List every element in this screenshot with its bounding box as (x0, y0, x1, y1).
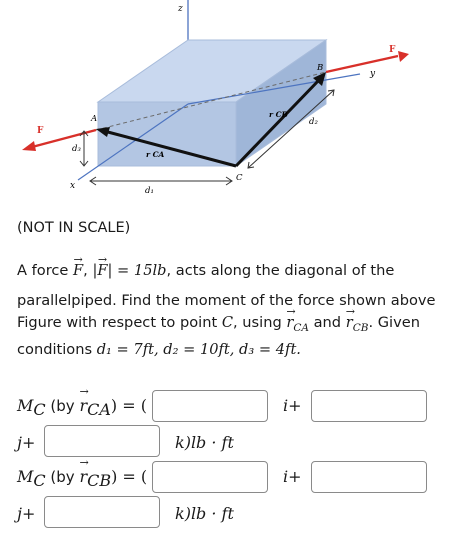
by-cb-close: ) = ( (111, 467, 148, 486)
r-ca-answer-symbol: → r (79, 396, 87, 415)
parallelepiped-figure (0, 0, 474, 200)
problem-text-2: , (83, 262, 93, 279)
mc-cb-k-input-box[interactable] (44, 496, 160, 528)
force-right-line (326, 56, 398, 72)
axis-y-label: y (370, 69, 376, 79)
mc-cb-i-input[interactable] (153, 462, 267, 492)
r-cb-answer-subscript: CB (87, 471, 112, 490)
r-ca-label: r CA (146, 150, 165, 159)
mc-ca-k-input-box[interactable] (44, 425, 160, 457)
mc-cb-unit: k)lb · ft (175, 504, 234, 523)
mc-ca-j-input-box[interactable] (311, 390, 427, 422)
mc-ca-i-input-box[interactable] (152, 390, 268, 422)
mc-ca-i-plus: i+ (283, 396, 302, 415)
force-left-label: F (37, 126, 44, 136)
problem-line-2 (17, 290, 457, 361)
mc-symbol-2: M (17, 467, 34, 486)
dim-d2-label: d₂ (309, 117, 318, 127)
r-ca-symbol: → r (286, 312, 293, 334)
axis-x-label: x (70, 181, 76, 191)
force-magnitude-symbol: → F (97, 258, 107, 284)
problem-text-1: A force (17, 262, 74, 279)
r-cb-symbol: → r (346, 312, 353, 334)
problem-statement (17, 258, 457, 361)
r-ca-subscript: CA (293, 321, 309, 334)
axis-z-label: z (178, 4, 183, 14)
answer-row-mc-ca (17, 390, 457, 420)
mc-symbol: M (17, 396, 34, 415)
mc-cb-j-input-box[interactable] (311, 461, 427, 493)
mc-ca-k-input[interactable] (45, 426, 159, 456)
force-magnitude-value: = 15lb (112, 262, 167, 279)
problem-line-1 (17, 258, 457, 284)
not-in-scale-note: (NOT IN SCALE) (17, 220, 131, 236)
mc-cb-j-plus: j+ (17, 504, 36, 523)
given-conditions: d₁ = 7ft, d₂ = 10ft, d₃ = 4ft. (96, 340, 301, 358)
mc-ca-j-plus: j+ (17, 433, 36, 452)
by-ca-open: (by (45, 397, 80, 415)
by-ca-close: ) = ( (110, 396, 147, 415)
point-a-label: A (91, 114, 98, 124)
r-cb-subscript: CB (352, 321, 369, 334)
mc-cb-i-plus: i+ (283, 467, 302, 486)
r-cb-label: r CB (269, 110, 288, 119)
abs-bar-left: | (92, 262, 98, 279)
problem-text-5: parallelpiped. Find the moment of the force shown above Figure with respect to point (17, 292, 436, 331)
mc-subscript-2: C (33, 471, 46, 490)
point-c-symbol: C (221, 314, 234, 331)
dim-d3-label: d₃ (72, 144, 81, 154)
abs-bar-right: | (107, 262, 113, 279)
mc-cb-i-input-box[interactable] (152, 461, 268, 493)
force-vector-symbol: → F (73, 258, 83, 284)
mc-cb-j-input[interactable] (312, 462, 426, 492)
force-right-arrowhead (398, 51, 409, 62)
mc-ca-unit: k)lb · ft (175, 433, 234, 452)
mc-cb-k-input[interactable] (45, 497, 159, 527)
by-cb-open: (by (45, 468, 80, 486)
answer-row-mc-ca-k (17, 425, 457, 455)
problem-text-4: , acts along the diagonal of the (166, 262, 395, 279)
dim-d1-label: d₁ (145, 186, 154, 196)
mc-ca-i-input[interactable] (153, 391, 267, 421)
point-b-label: B (317, 63, 324, 73)
force-left-arrowhead (22, 141, 36, 151)
mc-ca-label (17, 396, 147, 419)
mc-cb-label (17, 467, 147, 490)
mc-subscript: C (33, 400, 46, 419)
point-c-label: C (236, 173, 243, 183)
r-cb-answer-symbol: → r (79, 467, 87, 486)
problem-text-8: . Given conditions (17, 314, 420, 358)
problem-text-6: , using (233, 314, 287, 331)
problem-text-7: and (308, 314, 346, 331)
r-ca-answer-subscript: CA (87, 400, 111, 419)
force-right-label: F (389, 45, 396, 55)
answer-row-mc-cb (17, 461, 457, 491)
answer-row-mc-cb-k (17, 496, 457, 526)
mc-ca-j-input[interactable] (312, 391, 426, 421)
